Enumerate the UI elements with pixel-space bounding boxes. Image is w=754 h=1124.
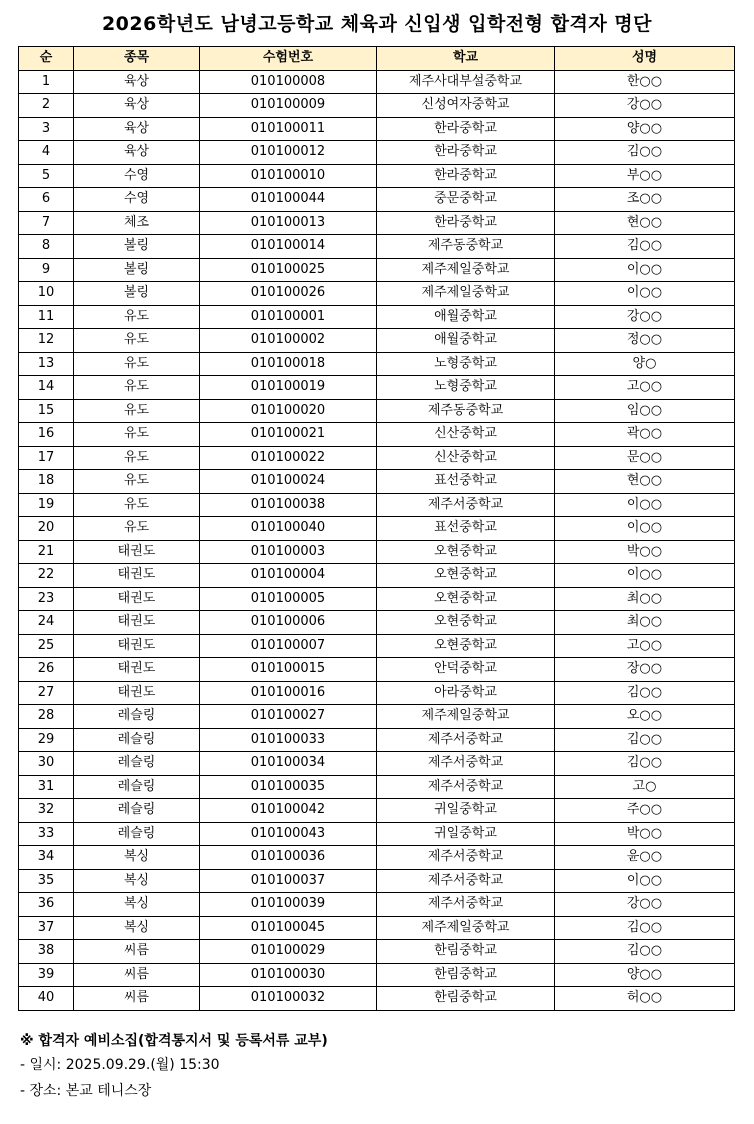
cell-exam-number: 010100004 — [200, 564, 377, 588]
cell-sport: 볼링 — [74, 235, 200, 259]
cell-school: 한림중학교 — [377, 940, 555, 964]
cell-sport: 체조 — [74, 211, 200, 235]
cell-school: 한라중학교 — [377, 117, 555, 141]
cell-school: 애월중학교 — [377, 329, 555, 353]
cell-sport: 태권도 — [74, 587, 200, 611]
cell-number: 11 — [19, 305, 74, 329]
cell-sport: 태권도 — [74, 658, 200, 682]
table-row — [19, 493, 735, 517]
header-school: 학교 — [377, 47, 555, 71]
cell-exam-number: 010100030 — [200, 963, 377, 987]
cell-exam-number: 010100003 — [200, 540, 377, 564]
table-row — [19, 70, 735, 94]
cell-sport: 태권도 — [74, 564, 200, 588]
cell-sport: 레슬링 — [74, 775, 200, 799]
cell-exam-number: 010100013 — [200, 211, 377, 235]
cell-school: 오현중학교 — [377, 564, 555, 588]
cell-exam-number: 010100034 — [200, 752, 377, 776]
cell-name: 장○○ — [555, 658, 735, 682]
cell-number: 6 — [19, 188, 74, 212]
cell-school: 제주서중학교 — [377, 752, 555, 776]
cell-name: 이○○ — [555, 258, 735, 282]
table-row — [19, 940, 735, 964]
table-row — [19, 376, 735, 400]
cell-exam-number: 010100009 — [200, 94, 377, 118]
table-row — [19, 987, 735, 1011]
header-sport: 종목 — [74, 47, 200, 71]
cell-number: 39 — [19, 963, 74, 987]
cell-exam-number: 010100036 — [200, 846, 377, 870]
cell-school: 제주서중학교 — [377, 775, 555, 799]
admission-list-table — [18, 46, 735, 1011]
cell-sport: 유도 — [74, 493, 200, 517]
table-row — [19, 211, 735, 235]
cell-name: 강○○ — [555, 305, 735, 329]
cell-sport: 태권도 — [74, 681, 200, 705]
cell-sport: 수영 — [74, 188, 200, 212]
cell-number: 3 — [19, 117, 74, 141]
orientation-notice — [20, 1030, 734, 1106]
table-row — [19, 658, 735, 682]
cell-number: 25 — [19, 634, 74, 658]
cell-name: 박○○ — [555, 822, 735, 846]
header-number: 순 — [19, 47, 74, 71]
cell-school: 중문중학교 — [377, 188, 555, 212]
table-header-row — [19, 47, 735, 71]
cell-school: 애월중학교 — [377, 305, 555, 329]
cell-number: 16 — [19, 423, 74, 447]
cell-number: 26 — [19, 658, 74, 682]
table-row — [19, 305, 735, 329]
cell-exam-number: 010100024 — [200, 470, 377, 494]
cell-number: 18 — [19, 470, 74, 494]
cell-exam-number: 010100018 — [200, 352, 377, 376]
cell-school: 제주사대부설중학교 — [377, 70, 555, 94]
cell-number: 40 — [19, 987, 74, 1011]
table-row — [19, 587, 735, 611]
table-row — [19, 963, 735, 987]
cell-number: 32 — [19, 799, 74, 823]
cell-exam-number: 010100026 — [200, 282, 377, 306]
cell-number: 35 — [19, 869, 74, 893]
table-body — [19, 70, 735, 1010]
cell-exam-number: 010100042 — [200, 799, 377, 823]
cell-name: 양○ — [555, 352, 735, 376]
cell-exam-number: 010100029 — [200, 940, 377, 964]
cell-number: 38 — [19, 940, 74, 964]
cell-exam-number: 010100012 — [200, 141, 377, 165]
table-row — [19, 681, 735, 705]
cell-exam-number: 010100007 — [200, 634, 377, 658]
cell-sport: 레슬링 — [74, 822, 200, 846]
cell-name: 김○○ — [555, 728, 735, 752]
cell-name: 현○○ — [555, 470, 735, 494]
cell-sport: 유도 — [74, 329, 200, 353]
cell-number: 8 — [19, 235, 74, 259]
cell-name: 현○○ — [555, 211, 735, 235]
cell-name: 이○○ — [555, 869, 735, 893]
table-row — [19, 141, 735, 165]
cell-exam-number: 010100040 — [200, 517, 377, 541]
cell-name: 김○○ — [555, 141, 735, 165]
cell-school: 표선중학교 — [377, 517, 555, 541]
notice-place: - 장소: 본교 테니스장 — [20, 1083, 152, 1099]
table-row — [19, 399, 735, 423]
cell-sport: 유도 — [74, 446, 200, 470]
cell-number: 2 — [19, 94, 74, 118]
cell-sport: 씨름 — [74, 963, 200, 987]
cell-sport: 레슬링 — [74, 705, 200, 729]
cell-school: 제주제일중학교 — [377, 282, 555, 306]
cell-sport: 복싱 — [74, 846, 200, 870]
cell-name: 윤○○ — [555, 846, 735, 870]
table-row — [19, 916, 735, 940]
cell-school: 귀일중학교 — [377, 799, 555, 823]
cell-school: 제주제일중학교 — [377, 705, 555, 729]
cell-sport: 복싱 — [74, 869, 200, 893]
cell-number: 5 — [19, 164, 74, 188]
cell-number: 23 — [19, 587, 74, 611]
table-row — [19, 893, 735, 917]
cell-exam-number: 010100014 — [200, 235, 377, 259]
cell-name: 박○○ — [555, 540, 735, 564]
cell-sport: 레슬링 — [74, 752, 200, 776]
cell-exam-number: 010100038 — [200, 493, 377, 517]
cell-name: 고○○ — [555, 376, 735, 400]
cell-exam-number: 010100020 — [200, 399, 377, 423]
table-row — [19, 352, 735, 376]
table-row — [19, 775, 735, 799]
cell-school: 한라중학교 — [377, 141, 555, 165]
cell-exam-number: 010100008 — [200, 70, 377, 94]
cell-school: 표선중학교 — [377, 470, 555, 494]
cell-exam-number: 010100006 — [200, 611, 377, 635]
cell-name: 오○○ — [555, 705, 735, 729]
cell-number: 9 — [19, 258, 74, 282]
cell-exam-number: 010100011 — [200, 117, 377, 141]
cell-school: 제주서중학교 — [377, 869, 555, 893]
table-row — [19, 94, 735, 118]
cell-school: 제주제일중학교 — [377, 258, 555, 282]
table-row — [19, 634, 735, 658]
cell-number: 31 — [19, 775, 74, 799]
cell-number: 7 — [19, 211, 74, 235]
cell-school: 안덕중학교 — [377, 658, 555, 682]
table-row — [19, 846, 735, 870]
cell-exam-number: 010100015 — [200, 658, 377, 682]
table-row — [19, 564, 735, 588]
cell-exam-number: 010100027 — [200, 705, 377, 729]
cell-number: 21 — [19, 540, 74, 564]
cell-sport: 육상 — [74, 94, 200, 118]
cell-sport: 복싱 — [74, 893, 200, 917]
cell-name: 주○○ — [555, 799, 735, 823]
cell-name: 한○○ — [555, 70, 735, 94]
page-title: 2026학년도 남녕고등학교 체육과 신입생 입학전형 합격자 명단 — [101, 13, 653, 35]
cell-name: 김○○ — [555, 916, 735, 940]
cell-name: 최○○ — [555, 587, 735, 611]
table-row — [19, 728, 735, 752]
cell-name: 조○○ — [555, 188, 735, 212]
cell-sport: 유도 — [74, 470, 200, 494]
cell-exam-number: 010100043 — [200, 822, 377, 846]
cell-sport: 유도 — [74, 517, 200, 541]
cell-school: 한림중학교 — [377, 987, 555, 1011]
cell-name: 임○○ — [555, 399, 735, 423]
table-row — [19, 869, 735, 893]
cell-number: 20 — [19, 517, 74, 541]
table-row — [19, 258, 735, 282]
cell-number: 22 — [19, 564, 74, 588]
cell-sport: 유도 — [74, 423, 200, 447]
cell-school: 신산중학교 — [377, 423, 555, 447]
cell-sport: 육상 — [74, 70, 200, 94]
cell-sport: 유도 — [74, 305, 200, 329]
cell-number: 28 — [19, 705, 74, 729]
table-row — [19, 235, 735, 259]
cell-sport: 태권도 — [74, 611, 200, 635]
cell-sport: 유도 — [74, 376, 200, 400]
cell-sport: 태권도 — [74, 634, 200, 658]
cell-sport: 복싱 — [74, 916, 200, 940]
cell-name: 김○○ — [555, 235, 735, 259]
cell-number: 10 — [19, 282, 74, 306]
cell-sport: 레슬링 — [74, 728, 200, 752]
cell-school: 아라중학교 — [377, 681, 555, 705]
cell-school: 제주동중학교 — [377, 399, 555, 423]
cell-number: 1 — [19, 70, 74, 94]
table-row — [19, 752, 735, 776]
cell-number: 13 — [19, 352, 74, 376]
cell-name: 고○ — [555, 775, 735, 799]
header-exam-number: 수험번호 — [200, 47, 377, 71]
cell-number: 33 — [19, 822, 74, 846]
cell-name: 문○○ — [555, 446, 735, 470]
cell-sport: 육상 — [74, 141, 200, 165]
cell-exam-number: 010100022 — [200, 446, 377, 470]
cell-number: 12 — [19, 329, 74, 353]
cell-school: 오현중학교 — [377, 611, 555, 635]
cell-number: 24 — [19, 611, 74, 635]
cell-name: 김○○ — [555, 681, 735, 705]
cell-name: 이○○ — [555, 493, 735, 517]
cell-school: 제주서중학교 — [377, 893, 555, 917]
cell-school: 한림중학교 — [377, 963, 555, 987]
cell-school: 노형중학교 — [377, 376, 555, 400]
cell-sport: 수영 — [74, 164, 200, 188]
cell-name: 양○○ — [555, 117, 735, 141]
cell-exam-number: 010100045 — [200, 916, 377, 940]
cell-school: 신성여자중학교 — [377, 94, 555, 118]
table-row — [19, 517, 735, 541]
cell-number: 17 — [19, 446, 74, 470]
cell-exam-number: 010100021 — [200, 423, 377, 447]
cell-school: 오현중학교 — [377, 634, 555, 658]
table-row — [19, 329, 735, 353]
table-row — [19, 188, 735, 212]
cell-name: 이○○ — [555, 517, 735, 541]
cell-exam-number: 010100001 — [200, 305, 377, 329]
cell-school: 제주제일중학교 — [377, 916, 555, 940]
cell-school: 한라중학교 — [377, 164, 555, 188]
cell-exam-number: 010100016 — [200, 681, 377, 705]
cell-exam-number: 010100005 — [200, 587, 377, 611]
cell-number: 30 — [19, 752, 74, 776]
table-row — [19, 705, 735, 729]
cell-sport: 볼링 — [74, 258, 200, 282]
cell-sport: 볼링 — [74, 282, 200, 306]
cell-school: 오현중학교 — [377, 587, 555, 611]
cell-school: 귀일중학교 — [377, 822, 555, 846]
cell-sport: 유도 — [74, 399, 200, 423]
cell-exam-number: 010100039 — [200, 893, 377, 917]
table-row — [19, 164, 735, 188]
cell-school: 제주서중학교 — [377, 846, 555, 870]
cell-exam-number: 010100035 — [200, 775, 377, 799]
cell-name: 부○○ — [555, 164, 735, 188]
notice-date: - 일시: 2025.09.29.(월) 15:30 — [20, 1057, 220, 1073]
notice-heading: ※ 합격자 예비소집(합격통지서 및 등록서류 교부) — [20, 1033, 328, 1049]
cell-name: 김○○ — [555, 940, 735, 964]
cell-school: 신산중학교 — [377, 446, 555, 470]
cell-number: 29 — [19, 728, 74, 752]
cell-name: 강○○ — [555, 94, 735, 118]
cell-sport: 레슬링 — [74, 799, 200, 823]
cell-number: 4 — [19, 141, 74, 165]
cell-name: 최○○ — [555, 611, 735, 635]
cell-name: 허○○ — [555, 987, 735, 1011]
cell-number: 34 — [19, 846, 74, 870]
cell-exam-number: 010100010 — [200, 164, 377, 188]
cell-number: 27 — [19, 681, 74, 705]
table-row — [19, 611, 735, 635]
cell-school: 한라중학교 — [377, 211, 555, 235]
cell-exam-number: 010100037 — [200, 869, 377, 893]
table-row — [19, 423, 735, 447]
header-name: 성명 — [555, 47, 735, 71]
cell-exam-number: 010100002 — [200, 329, 377, 353]
cell-number: 36 — [19, 893, 74, 917]
cell-school: 제주서중학교 — [377, 493, 555, 517]
table-row — [19, 799, 735, 823]
cell-exam-number: 010100044 — [200, 188, 377, 212]
cell-school: 오현중학교 — [377, 540, 555, 564]
cell-exam-number: 010100019 — [200, 376, 377, 400]
table-row — [19, 470, 735, 494]
cell-exam-number: 010100025 — [200, 258, 377, 282]
cell-name: 고○○ — [555, 634, 735, 658]
cell-number: 14 — [19, 376, 74, 400]
cell-sport: 유도 — [74, 352, 200, 376]
cell-number: 37 — [19, 916, 74, 940]
cell-number: 15 — [19, 399, 74, 423]
cell-number: 19 — [19, 493, 74, 517]
cell-name: 양○○ — [555, 963, 735, 987]
cell-name: 강○○ — [555, 893, 735, 917]
cell-sport: 육상 — [74, 117, 200, 141]
table-row — [19, 822, 735, 846]
cell-exam-number: 010100033 — [200, 728, 377, 752]
cell-sport: 태권도 — [74, 540, 200, 564]
table-row — [19, 117, 735, 141]
cell-sport: 씨름 — [74, 987, 200, 1011]
cell-school: 노형중학교 — [377, 352, 555, 376]
cell-name: 곽○○ — [555, 423, 735, 447]
table-row — [19, 446, 735, 470]
cell-exam-number: 010100032 — [200, 987, 377, 1011]
cell-name: 이○○ — [555, 564, 735, 588]
cell-name: 정○○ — [555, 329, 735, 353]
cell-school: 제주서중학교 — [377, 728, 555, 752]
cell-name: 김○○ — [555, 752, 735, 776]
table-row — [19, 540, 735, 564]
cell-name: 이○○ — [555, 282, 735, 306]
table-row — [19, 282, 735, 306]
cell-school: 제주동중학교 — [377, 235, 555, 259]
cell-sport: 씨름 — [74, 940, 200, 964]
